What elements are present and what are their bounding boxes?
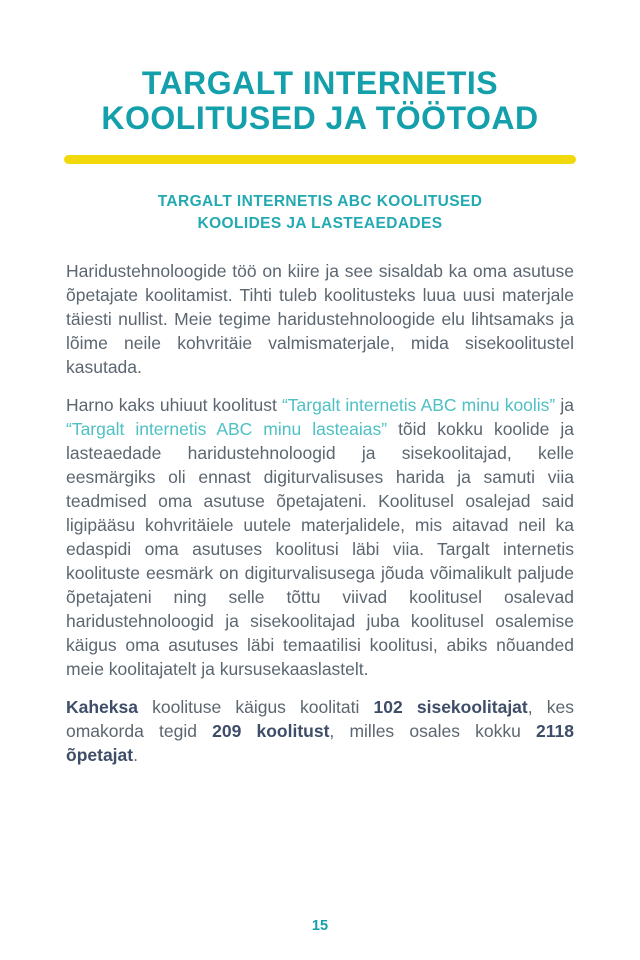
paragraph-statistics <box>66 695 574 767</box>
paragraph-trainings-text-1: Harno kaks uhiuut koolitust <box>66 395 282 415</box>
stat-internal-trainers: 102 sisekoolitajat <box>373 697 528 717</box>
stat-teachers-total: 2118 õpetajat <box>66 721 574 765</box>
paragraph-statistics-text-4: . <box>133 745 138 765</box>
paragraph-statistics-text-3: , milles osales kokku <box>329 721 537 741</box>
page-title-line2: KOOLITUSED JA TÖÖTOAD <box>101 100 539 136</box>
section-subtitle <box>0 191 640 235</box>
link-targalt-internetis-abc-minu-koolis[interactable]: “Targalt internetis ABC minu koolis” <box>281 395 556 415</box>
section-subtitle-line1: TARGALT INTERNETIS ABC KOOLITUSED <box>157 193 483 210</box>
paragraph-statistics-text-1: koolituse käigus koolitati <box>138 697 374 717</box>
page-number: 15 <box>311 918 329 934</box>
paragraph-intro: Haridustehnoloogide töö on kiire ja see sisaldab ka oma asutuse õpetajate koolitamist. Tihti tuleb koolitusteks luua uusi materjale täiesti nullist. Meie tegime haridustehnoloogide elu lihtsamaks ja lõime neile kohvritäie valmismaterjale, mida sisekoolitustel kasutada. <box>66 261 574 377</box>
body-text <box>66 259 574 767</box>
paragraph-trainings <box>66 393 574 681</box>
stat-trainings-count: Kaheksa <box>66 697 138 717</box>
section-subtitle-line2: KOOLIDES JA LASTEAEDADES <box>197 215 443 232</box>
paragraph-trainings-text-2: ja <box>555 395 574 415</box>
link-targalt-internetis-abc-minu-lasteaias[interactable]: “Targalt internetis ABC minu lasteaias” <box>66 419 388 439</box>
paragraph-statistics-text-2: , kes omakorda tegid <box>66 697 574 741</box>
paragraph-trainings-text-3: tõid kokku koolide ja lasteaedade haridustehnoloogid ja sisekoolitajad, kelle eesmärgiks oli ennast digiturvalisuses harida ja samuti viia teadmised oma asutuse õpetajateni. Koolitusel osalejad said ligipääsu kohvritäiele uutele materjalidele, mis aitavad neil ka edaspidi oma asutuses koolitusi läbi viia. Targalt internetis koolituste eesmärk on digiturvalisusega jõuda võimalikult paljude õpetajateni ning selle tõttu viivad koolitusel osalevad haridustehnoloogid ja sisekoolitajad juba koolitusel osalemise käigus oma asutuses läbi temaatilisi koolitusi, abiks nõuanded meie koolitajatelt ja kursusekaaslastelt. <box>66 419 574 679</box>
page-title-line1: TARGALT INTERNETIS <box>141 65 499 101</box>
yellow-divider <box>64 155 576 164</box>
page-title <box>0 0 640 136</box>
stat-trainings-held: 209 koolitust <box>212 721 330 741</box>
